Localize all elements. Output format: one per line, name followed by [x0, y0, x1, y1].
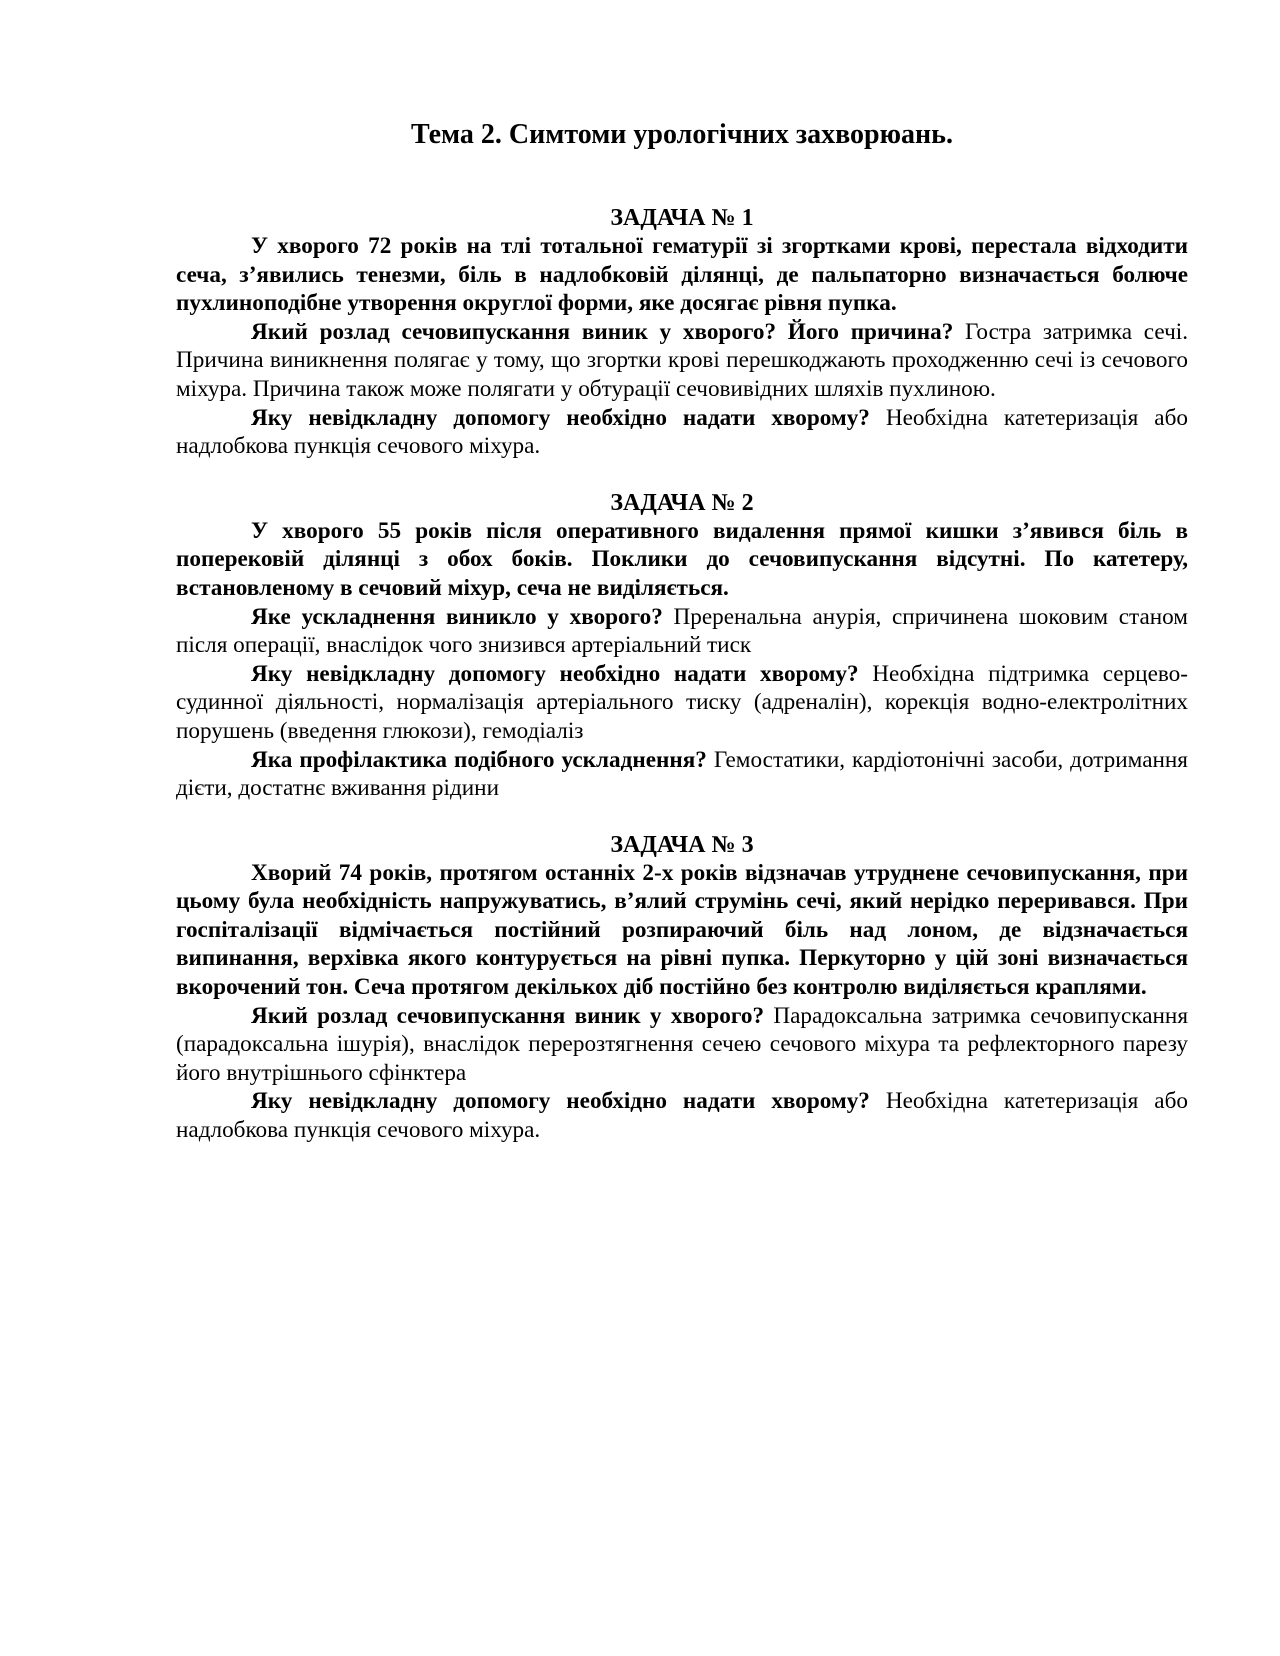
question-answer: [176, 318, 1188, 404]
answer-text: Преренальна анурія, спричинена шоковим станом після операції, внаслідок чого знизився артеріальний тиск: [176, 603, 1188, 659]
question-answer: [176, 603, 1188, 660]
answer-text: Гемостатики, кардіотонічні засоби, дотримання дієти, достатнє вживання рідини: [176, 746, 1188, 802]
question-text: Яке ускладнення виникло у хворого?: [251, 603, 663, 630]
task-condition: Хворий 74 років, протягом останніх 2-х років відзначав утруднене сечовипускання, при цьому була необхідність напружуватись, в’ялий струмінь сечі, який нерідко переривався. При госпіталізації відмічається постійний розпираючий біль над лоном, де відзначається випинання, верхівка якого контурується на рівні пупка. Перкуторно у цій зоні визначається вкорочений тон. Сеча протягом декількох діб постійно без контролю виділяється краплями.: [176, 859, 1188, 1001]
question-text: Який розлад сечовипускання виник у хворого?: [251, 1002, 765, 1029]
question-text: Яка профілактика подібного ускладнення?: [251, 746, 707, 773]
question-answer: [176, 1002, 1188, 1088]
answer-text: Необхідна катетеризація або надлобкова пункція сечового міхура.: [176, 1088, 1188, 1144]
task-3: [176, 831, 1188, 1145]
task-condition: У хворого 72 років на тлі тотальної гематурії зі згортками крові, перестала відходити сеча, з’явились тенезми, біль в надлобковій ділянці, де пальпаторно визначається болюче пухлиноподібне утворення округлої форми, яке досягає рівня пупка.: [176, 233, 1188, 317]
question-answer: [176, 660, 1188, 746]
document-page: [176, 118, 1188, 1173]
task-heading: ЗАДАЧА № 2: [610, 489, 754, 516]
answer-text: Парадоксальна затримка сечовипускання (парадоксальна ішурія), внаслідок перерозтягнення сечею сечового міхура та рефлекторного парезу його внутрішнього сфінктера: [176, 1002, 1189, 1086]
task-condition: У хворого 55 років після оперативного видалення прямої кишки з’явився біль в поперековій ділянці з обох боків. Поклики до сечовипускання відсутні. По катетеру, встановленому в сечовий міхур, сеча не виділяється.: [176, 517, 1188, 601]
question-text: Який розлад сечовипускання виник у хворого? Його причина?: [251, 318, 954, 345]
question-answer: [176, 1087, 1188, 1144]
page-title: Тема 2. Симтоми урологічних захворюань.: [411, 119, 953, 150]
task-2: [176, 489, 1188, 803]
question-answer: [176, 746, 1188, 803]
question-text: Яку невідкладну допомогу необхідно надати хворому?: [251, 404, 870, 431]
answer-text: Необхідна катетеризація або надлобкова пункція сечового міхура.: [176, 404, 1188, 460]
answer-text: Гостра затримка сечі. Причина виникнення полягає у тому, що згортки крові перешкоджають проходженню сечі із сечового міхура. Причина також може полягати у обтурації сечовивідних шляхів пухлиною.: [176, 318, 1188, 402]
task-1: [176, 204, 1188, 461]
question-text: Яку невідкладну допомогу необхідно надати хворому?: [251, 660, 859, 687]
answer-text: Необхідна підтримка серцево-судинної діяльності, нормалізація артеріального тиску (адреналін), корекція водно-електролітних порушень (введення глюкози), гемодіаліз: [176, 660, 1188, 744]
task-heading: ЗАДАЧА № 1: [610, 205, 754, 231]
question-answer: [176, 404, 1188, 461]
question-text: Яку невідкладну допомогу необхідно надати хворому?: [251, 1088, 870, 1115]
task-heading: ЗАДАЧА № 3: [610, 831, 754, 858]
